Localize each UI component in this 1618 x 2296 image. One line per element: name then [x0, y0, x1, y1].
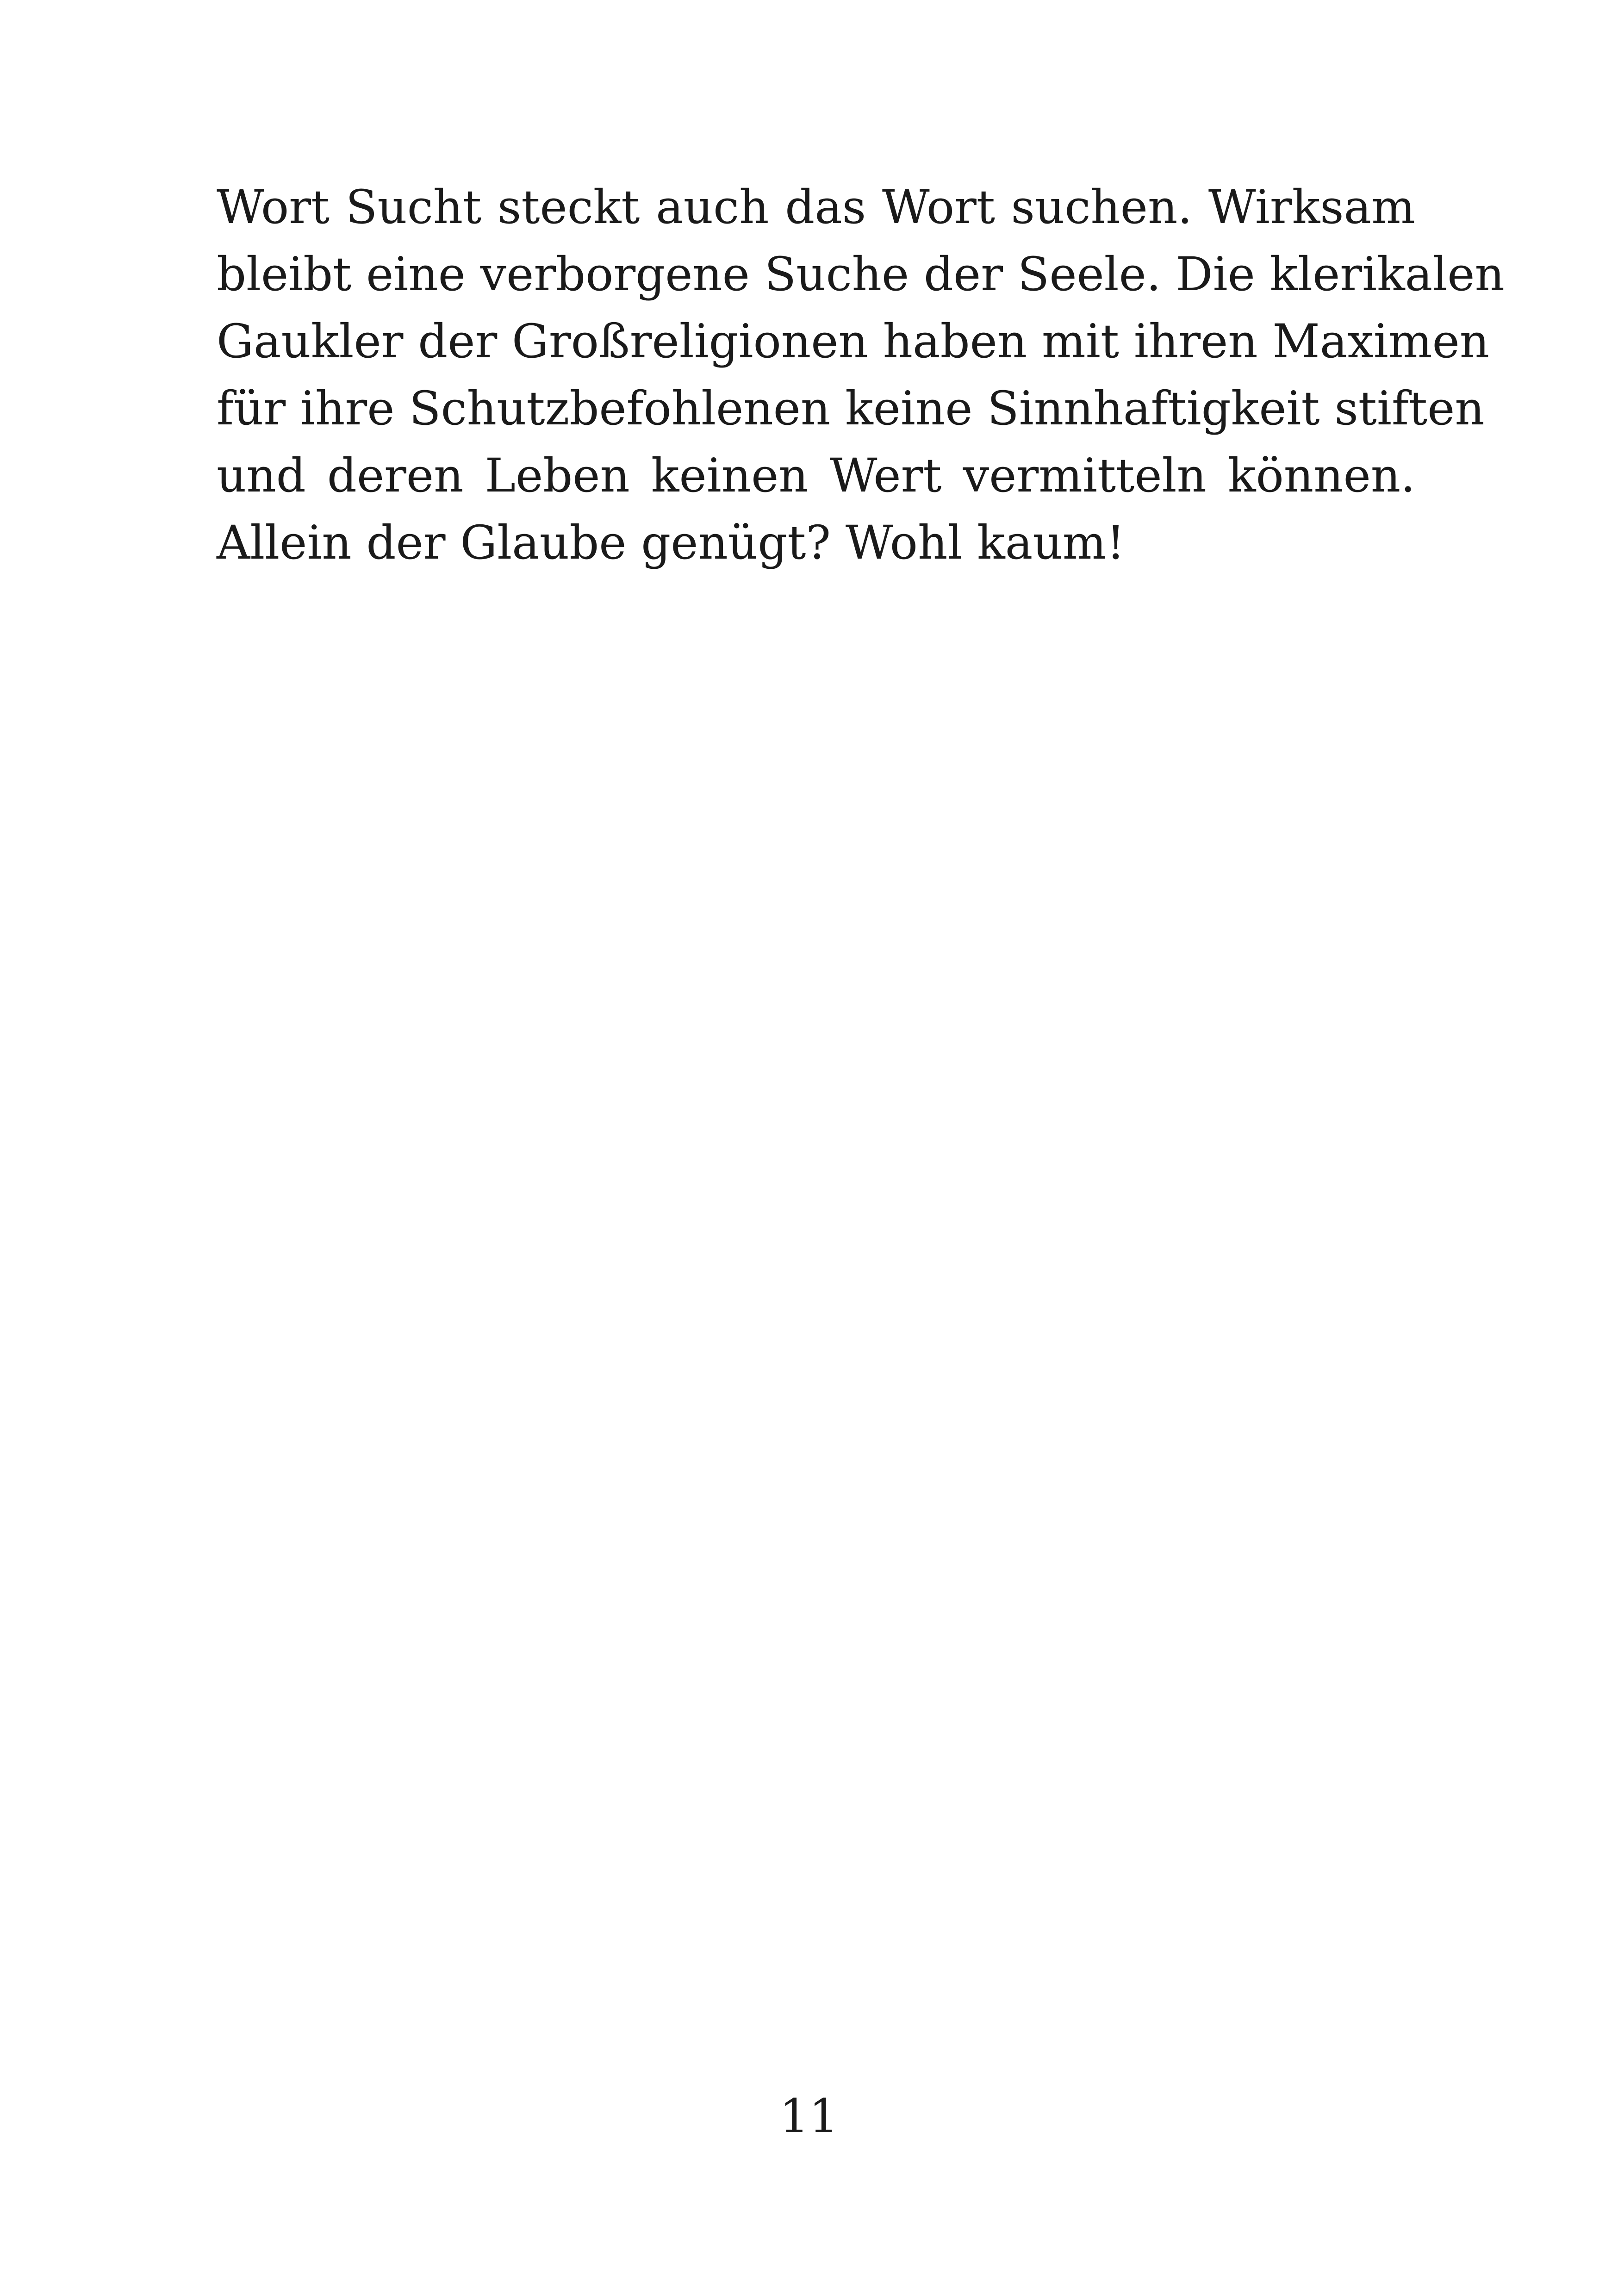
- paragraph-line: für ihre Schutzbefohlenen keine Sinnhaftigkeit stiften: [217, 381, 1485, 436]
- paragraph-line: und deren Leben keinen Wert vermitteln können.: [217, 448, 1415, 503]
- body-paragraph: [217, 174, 1505, 576]
- paragraph-line: Gaukler der Großreligionen haben mit ihren Maximen: [217, 314, 1490, 368]
- paragraph-line: Allein der Glaube genügt? Wohl kaum!: [217, 516, 1125, 570]
- paragraph-line: Wort Sucht steckt auch das Wort suchen. Wirksam: [217, 180, 1415, 234]
- paragraph-line: bleibt eine verborgene Suche der Seele. Die klerikalen: [217, 247, 1505, 301]
- page-number: 11: [779, 2089, 839, 2143]
